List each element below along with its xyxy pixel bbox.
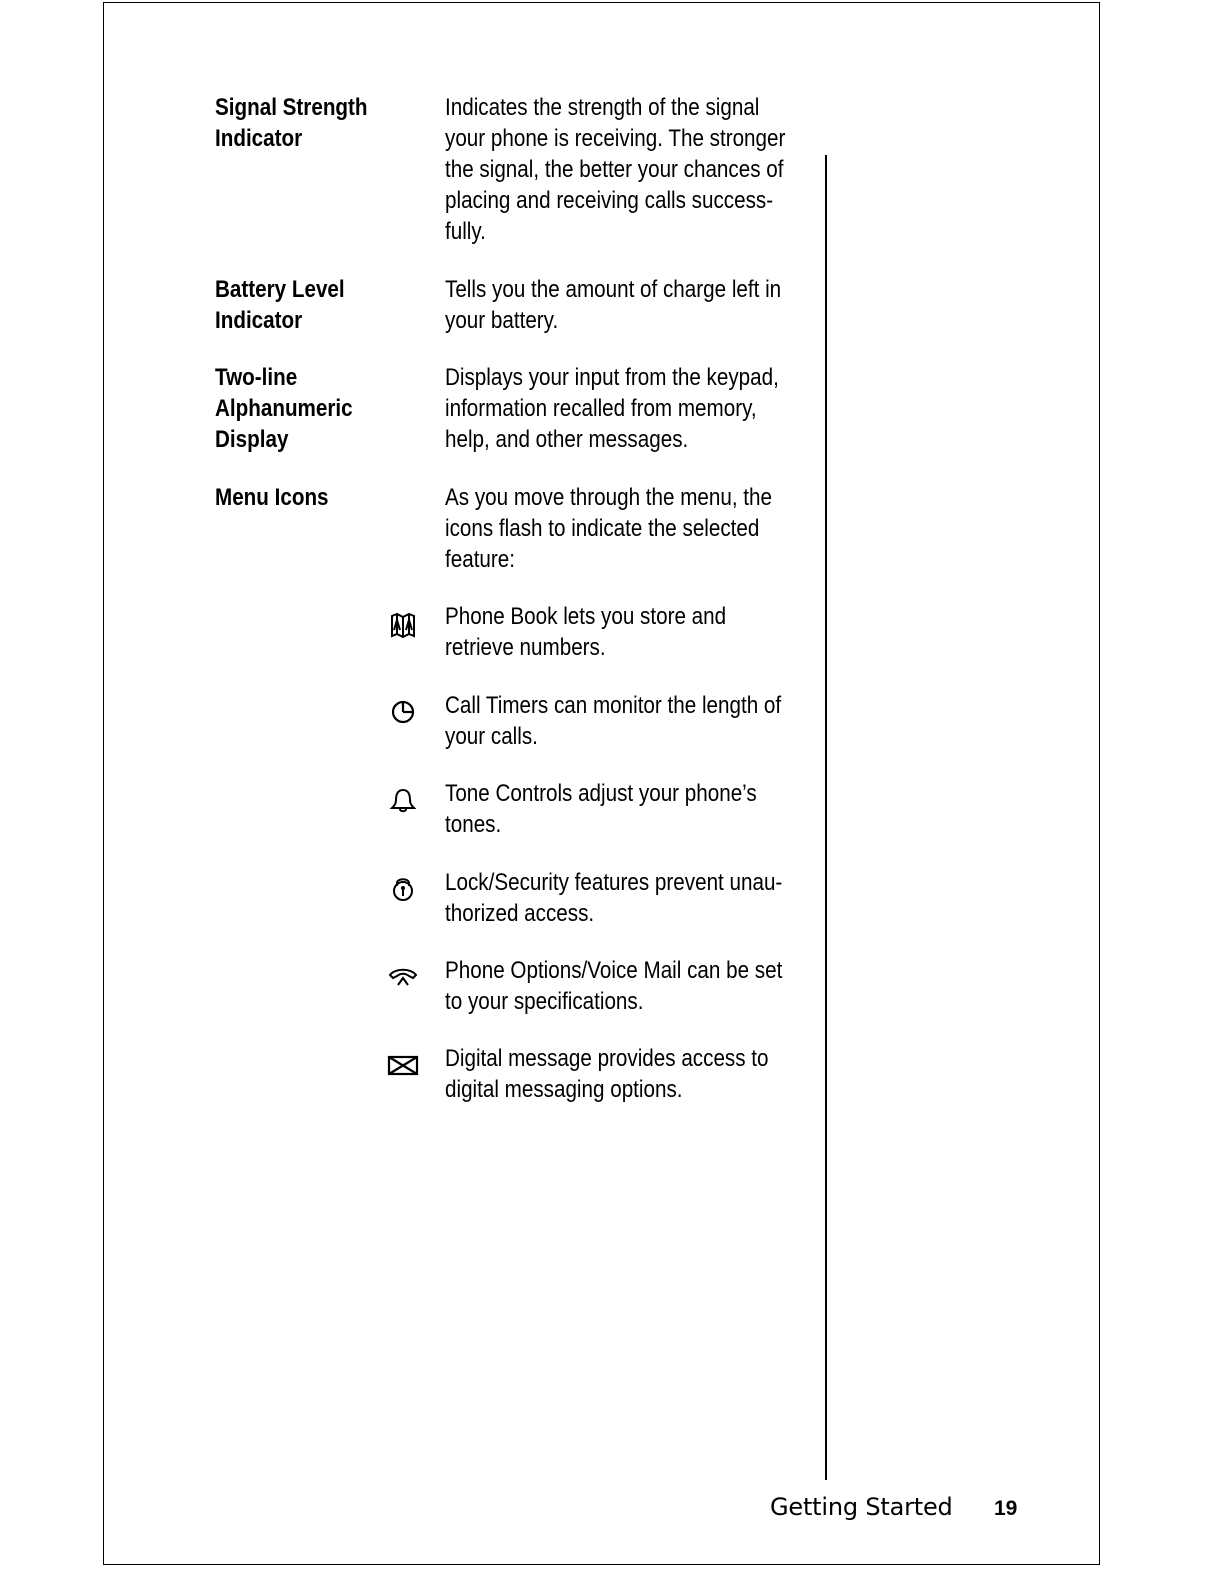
page-number: 19	[994, 1497, 1018, 1520]
section-title: Getting Started	[770, 1493, 953, 1521]
lock-icon	[385, 871, 421, 907]
description-signal-strength: Indicates the strength of the signal your phone is receiving. The stronger the signal, the better your chances of placing and receiving calls success-fully.	[445, 94, 786, 245]
description-digital-message: Digital message provides access to digital messaging options.	[445, 1045, 769, 1103]
term-signal-strength: Signal Strength Indicator	[215, 94, 368, 152]
description-phone-options: Phone Options/Voice Mail can be set to your specifications.	[445, 957, 783, 1015]
term-battery-level: Battery Level Indicator	[215, 276, 345, 334]
term-alphanumeric-display: Two-line Alphanumeric Display	[215, 364, 353, 453]
description-call-timers: Call Timers can monitor the length of your calls.	[445, 692, 782, 750]
phone-options-icon	[385, 959, 421, 995]
envelope-icon	[385, 1047, 421, 1083]
margin-rule	[825, 155, 827, 1480]
description-alphanumeric-display: Displays your input from the keypad, information recalled from memory, help, and other messages.	[445, 364, 779, 453]
call-timer-icon	[385, 694, 421, 730]
description-phone-book: Phone Book lets you store and retrieve numbers.	[445, 603, 727, 661]
term-menu-icons: Menu Icons	[215, 484, 329, 511]
description-menu-icons: As you move through the menu, the icons flash to indicate the selected feature:	[445, 484, 773, 573]
description-lock-security: Lock/Security features prevent unau-thorized access.	[445, 869, 783, 927]
description-tone-controls: Tone Controls adjust your phone’s tones.	[445, 780, 757, 838]
bell-icon	[385, 782, 421, 818]
phone-book-icon	[385, 606, 421, 642]
description-battery-level: Tells you the amount of charge left in your battery.	[445, 276, 782, 334]
